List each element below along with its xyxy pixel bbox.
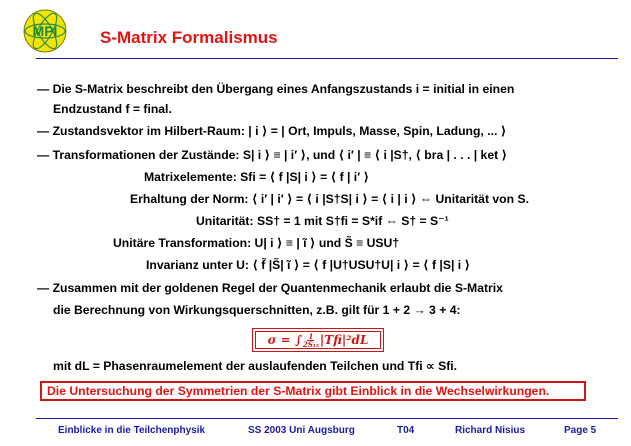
callout-box: Die Untersuchung der Symmetrien der S-Matrix gibt Einblick in die Wechselwirkungen. [40, 381, 586, 401]
cross-section-formula [252, 328, 384, 352]
formula-fraction [303, 333, 319, 348]
text-line-1: — Die S-Matrix beschreibt den Übergang eines Anfangszustands i = initial in einen [37, 82, 515, 96]
text-line-8: Unitäre Transformation: U| i ⟩ ≡ | ĩ ⟩ und S̃ ≡ USU† [113, 236, 400, 250]
formula-denominator: 2S₁₂ [302, 339, 319, 349]
logo-text: MPI [32, 23, 58, 39]
text-line-4: — Transformationen der Zustände: S| i ⟩ ≡ | i′ ⟩, und ⟨ i′ | ≡ ⟨ i |S†, ⟨ bra | . . . | ket ⟩ [37, 148, 508, 162]
formula-numerator: 1 [308, 331, 314, 341]
text-line-5: Matrixelemente: Sfi = ⟨ f |S| i ⟩ = ⟨ f | i′ ⟩ [144, 170, 370, 184]
text-line-7: Unitarität: SS† = 1 mit S†fi = S*if ⇔ S† = S⁻¹ [196, 214, 449, 228]
top-divider [36, 58, 618, 59]
text-line-10: — Zusammen mit der goldenen Regel der Quantenmechanik erlaubt die S-Matrix [37, 281, 503, 295]
text-line-6: Erhaltung der Norm: ⟨ i′ | i′ ⟩ = ⟨ i |S†S| i ⟩ = ⟨ i | i ⟩ ⇔ Unitarität von S. [130, 192, 529, 206]
footer-course: Einblicke in die Teilchenphysik [58, 425, 206, 436]
text-line-11: die Berechnung von Wirkungsquerschnitten, z.B. gilt für 1 + 2 → 3 + 4: [53, 303, 461, 317]
text-line-2: Endzustand f = final. [53, 102, 172, 116]
formula-rhs: |Tfi|²dL [319, 333, 369, 347]
footer-author: Richard Nisius [455, 425, 526, 436]
footer-code: T04 [397, 425, 415, 436]
footer-page: Page 5 [564, 425, 597, 436]
text-line-12: mit dL = Phasenraumelement der auslaufenden Teilchen und Tfi ∝ Sfi. [53, 359, 458, 373]
footer-term: SS 2003 Uni Augsburg [248, 425, 355, 436]
bottom-divider [36, 418, 618, 419]
formula-lhs: σ = ∫ [267, 333, 302, 347]
page-title: S-Matrix Formalismus [100, 28, 278, 47]
text-line-3: — Zustandsvektor im Hilbert-Raum: | i ⟩ = | Ort, Impuls, Masse, Spin, Ladung, ... ⟩ [37, 124, 507, 138]
text-line-9: Invarianz unter U: ⟨ f̃ |S̃| ĩ ⟩ = ⟨ f |U†USU†U| i ⟩ = ⟨ f |S| i ⟩ [146, 258, 471, 272]
mpi-logo [22, 8, 68, 54]
